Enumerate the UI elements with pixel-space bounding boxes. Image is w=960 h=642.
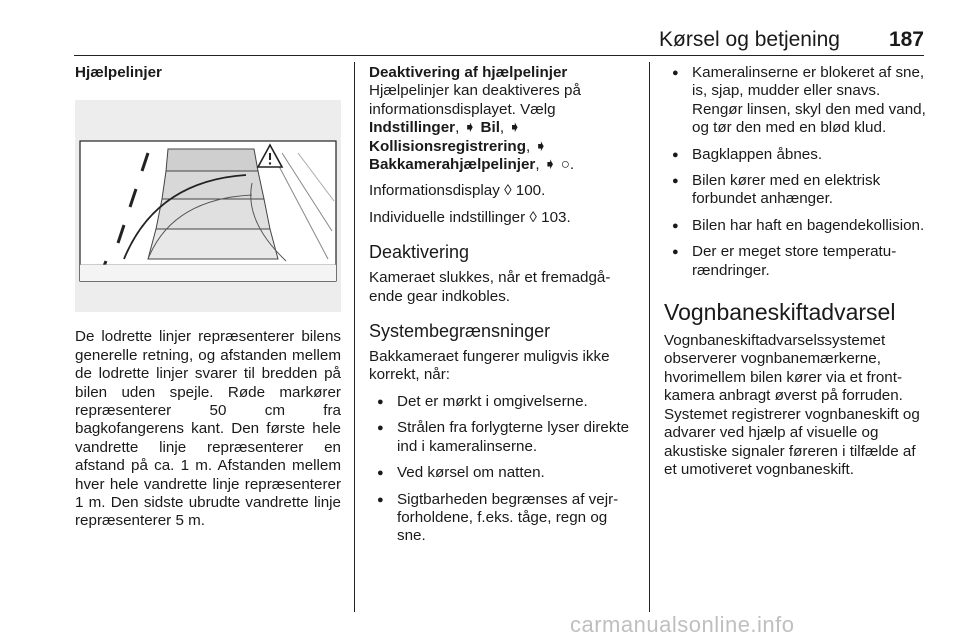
list-item: ● Bilen kører med en elektrisk forbundet anhænger. bbox=[664, 172, 929, 209]
watermark: carmanualsonline.info bbox=[570, 612, 795, 637]
list-item: ● Bagklappen åbnes. bbox=[664, 146, 929, 164]
list-item: ● Ved kørsel om natten. bbox=[369, 464, 637, 482]
system-limitations-intro: Bakkameraet fungerer muligvis ikke korrekt, når: bbox=[369, 348, 610, 384]
limitations-list bbox=[369, 393, 637, 546]
arrow-icon: ➧ bbox=[508, 119, 522, 137]
column-divider-1 bbox=[354, 62, 355, 612]
menu-item-rear-camera-guidelines: Bakkamerahjælpelinjer bbox=[369, 156, 536, 174]
page-number: 187 bbox=[888, 28, 924, 51]
limitations-list-continued bbox=[664, 64, 929, 280]
system-limitations-heading: Systembegrænsninger bbox=[369, 321, 551, 342]
rear-camera-guidelines-figure bbox=[75, 100, 341, 312]
header-divider bbox=[74, 55, 924, 56]
page-section-title: Kørsel og betjening bbox=[659, 28, 840, 51]
column-divider-2 bbox=[649, 62, 650, 612]
list-item: ● Det er mørkt i omgivelserne. bbox=[369, 393, 637, 411]
list-item: ● Sigtbarheden begrænses af vejrforholdene, f.eks. tåge, regn og sne. bbox=[369, 491, 637, 546]
deactivation-heading: Deaktivering bbox=[369, 242, 470, 263]
column-1 bbox=[75, 64, 341, 539]
toggle-circle-icon: ○ bbox=[560, 156, 570, 174]
arrow-icon: ➧ bbox=[463, 119, 477, 137]
menu-item-settings: Indstillinger bbox=[369, 119, 456, 137]
lane-change-warning-body: Vognbaneskiftadvarselssystemet observerer vognbanemærkerne, hvorimellem bilen kører via et frontkamera anbragt øverst på forruden. Systemet registrerer vognbaneskift og advarer ved hjælp af visuelle og akustiske signaler føreren i tilfælde af et umotiveret vognbaneskift. bbox=[664, 332, 920, 478]
deactivate-guidelines-heading: Deaktivering af hjælpelinjer bbox=[369, 64, 568, 81]
arrow-icon: ➧ bbox=[543, 156, 557, 174]
deactivate-intro: Hjælpelinjer kan deaktiveres på informationsdisplayet. Vælg bbox=[369, 82, 581, 118]
guidelines-body: De lodrette linjer repræsenterer bilens generelle retning, og afstanden mellem de lodrette linjer svarer til bredden på bilen uden spejle. Røde markører repræsenterer 50 cm fra bagkofangerens kant. Den første hele vandrette linje repræsenterer en afstand på ca. 1 m. Afstanden mellem hver hele vandrette linje repræsenterer 1 m. Den sidste ubrudte vandrette linje repræsenterer 5 m. bbox=[75, 328, 341, 530]
list-item: ● Bilen har haft en bagendekollision. bbox=[664, 217, 929, 235]
arrow-icon: ➧ bbox=[534, 137, 548, 155]
column-3 bbox=[664, 64, 929, 487]
guidelines-heading: Hjælpelinjer bbox=[75, 64, 162, 81]
deactivate-guidelines-instructions: Hjælpelinjer kan deaktiveres på informationsdisplayet. Vælg Indstillinger, ➧ Bil, ➧ Kollisionsregistrering, ➧ Bakkamerahjælpelinjer, ➧ ○. bbox=[369, 82, 581, 174]
list-item: ● Strålen fra forlygterne lyser direkte ind i kameralinserne. bbox=[369, 419, 637, 456]
list-item: ● Kameralinserne er blokeret af sne, is, sjap, mudder eller snavs. Rengør linsen, skyl den med vand, og tør den med en blød klud. bbox=[664, 64, 929, 138]
reference-individual-settings: Individuelle indstillinger ◊ 103. bbox=[369, 208, 571, 226]
rear-camera-illustration bbox=[76, 101, 340, 311]
menu-item-car: Bil bbox=[480, 119, 500, 137]
column-2 bbox=[369, 64, 637, 554]
deactivation-body: Kameraet slukkes, når et fremadgående gear indkobles. bbox=[369, 269, 611, 305]
menu-item-collision-detection: Kollisionsregistrering bbox=[369, 137, 526, 155]
list-item: ● Der er meget store temperaturændringer. bbox=[664, 243, 929, 280]
lane-change-warning-heading: Vognbaneskiftadvarsel bbox=[664, 299, 896, 326]
page-header bbox=[74, 26, 924, 56]
reference-info-display: Informationsdisplay ◊ 100. bbox=[369, 182, 546, 200]
